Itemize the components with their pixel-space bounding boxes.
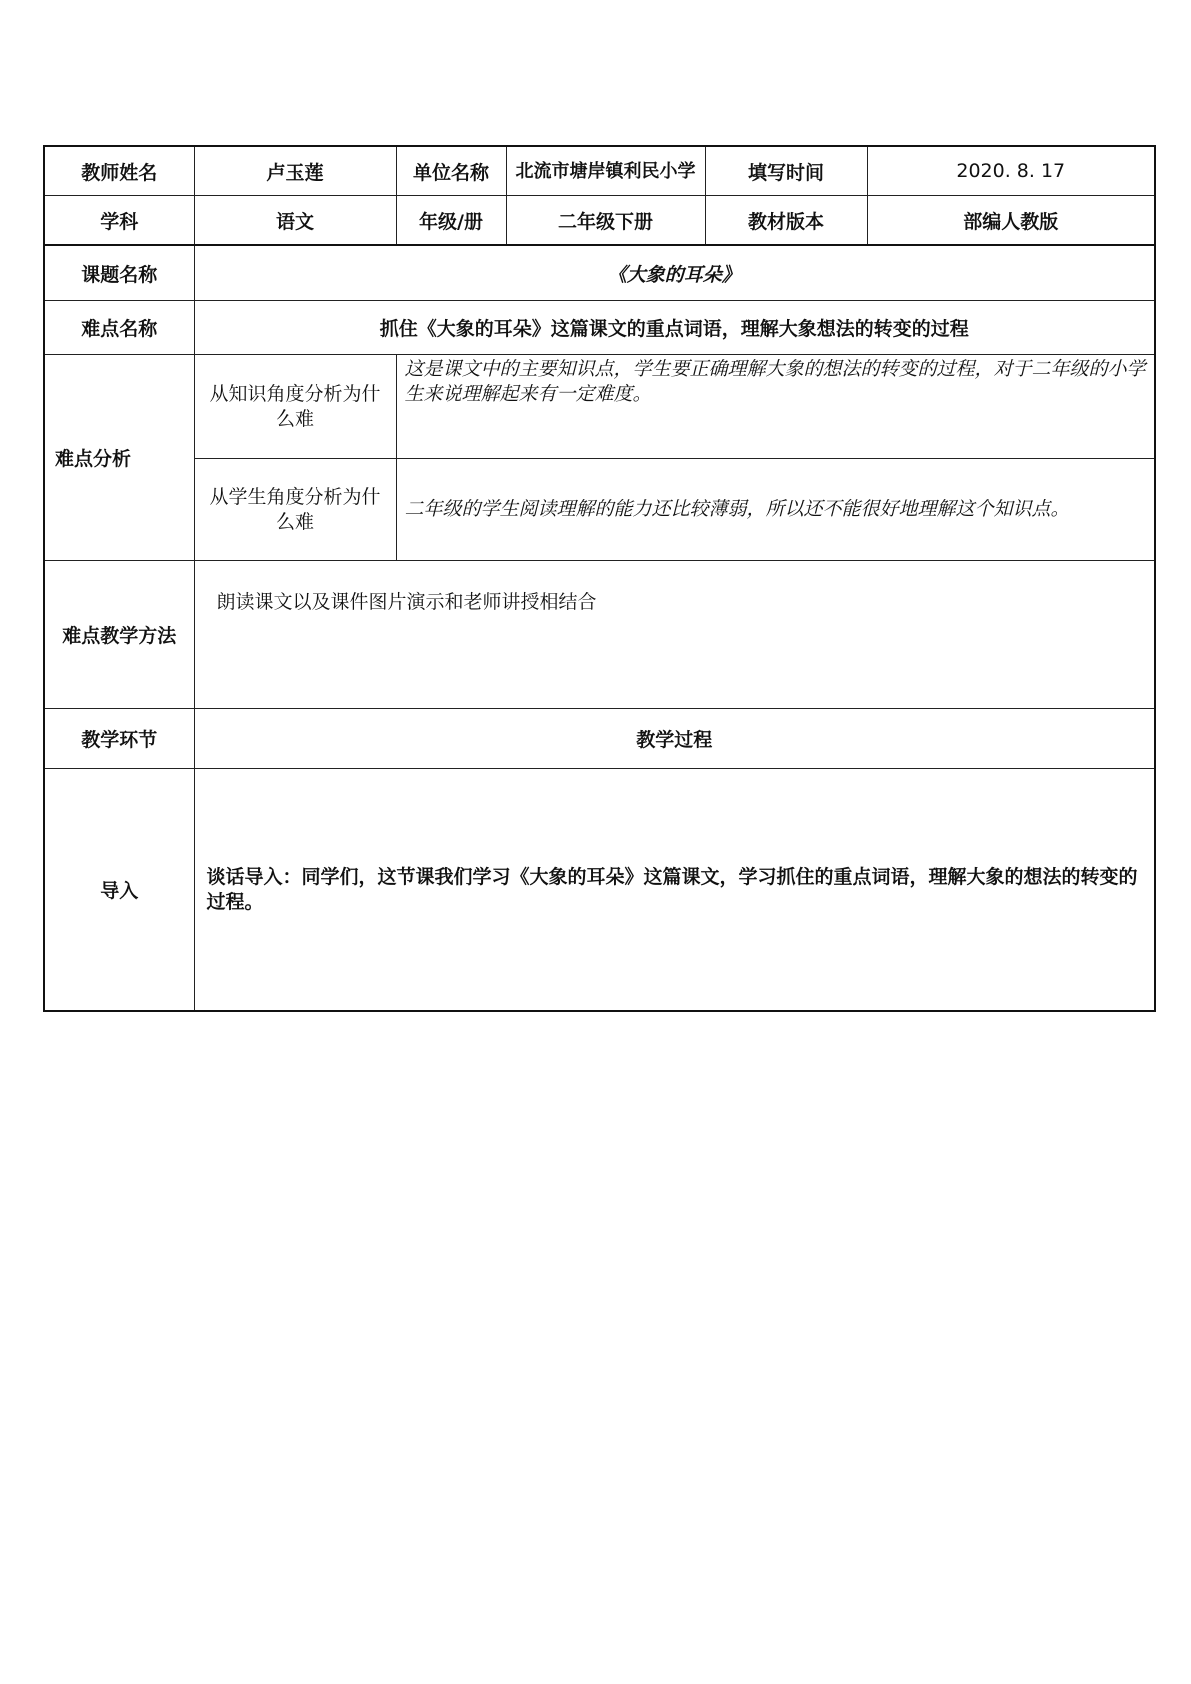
teacher-name-label: 教师姓名 [44, 146, 194, 196]
process-stage-label: 教学环节 [44, 709, 194, 769]
grade-label: 年级/册 [396, 196, 506, 246]
row-difficulty [44, 301, 1155, 355]
subject-value: 语文 [194, 196, 396, 246]
row-subject-info [44, 196, 1155, 246]
process-value-label: 教学过程 [194, 709, 1155, 769]
fill-date-label: 填写时间 [705, 146, 867, 196]
analysis-label: 难点分析 [44, 355, 194, 561]
difficulty-label: 难点名称 [44, 301, 194, 355]
row-intro [44, 769, 1155, 1012]
row-analysis-knowledge [44, 355, 1155, 459]
teacher-name-value: 卢玉莲 [194, 146, 396, 196]
unit-name-label: 单位名称 [396, 146, 506, 196]
row-method [44, 561, 1155, 709]
student-angle-label: 从学生角度分析为什么难 [194, 459, 396, 561]
row-topic [44, 245, 1155, 301]
knowledge-angle-label: 从知识角度分析为什么难 [194, 355, 396, 459]
topic-value: 《大象的耳朵》 [194, 245, 1155, 301]
knowledge-angle-text: 这是课文中的主要知识点，学生要正确理解大象的想法的转变的过程，对于二年级的小学生来说理解起来有一定难度。 [396, 355, 1155, 459]
row-process-header [44, 709, 1155, 769]
fill-date-value: 2020. 8. 17 [867, 146, 1155, 196]
lesson-plan-table [43, 145, 1156, 1012]
method-label: 难点教学方法 [44, 561, 194, 709]
difficulty-value: 抓住《大象的耳朵》这篇课文的重点词语，理解大象想法的转变的过程 [194, 301, 1155, 355]
lesson-plan-sheet [43, 145, 1154, 1012]
row-teacher-info [44, 146, 1155, 196]
grade-value: 二年级下册 [506, 196, 705, 246]
intro-value: 谈话导入：同学们，这节课我们学习《大象的耳朵》这篇课文，学习抓住的重点词语，理解大象的想法的转变的过程。 [194, 769, 1155, 1012]
method-value: 朗读课文以及课件图片演示和老师讲授相结合 [194, 561, 1155, 709]
subject-label: 学科 [44, 196, 194, 246]
topic-label: 课题名称 [44, 245, 194, 301]
unit-name-value: 北流市塘岸镇利民小学 [506, 146, 705, 196]
row-analysis-student [44, 459, 1155, 561]
intro-label: 导入 [44, 769, 194, 1012]
edition-label: 教材版本 [705, 196, 867, 246]
edition-value: 部编人教版 [867, 196, 1155, 246]
student-angle-text: 二年级的学生阅读理解的能力还比较薄弱，所以还不能很好地理解这个知识点。 [396, 459, 1155, 561]
